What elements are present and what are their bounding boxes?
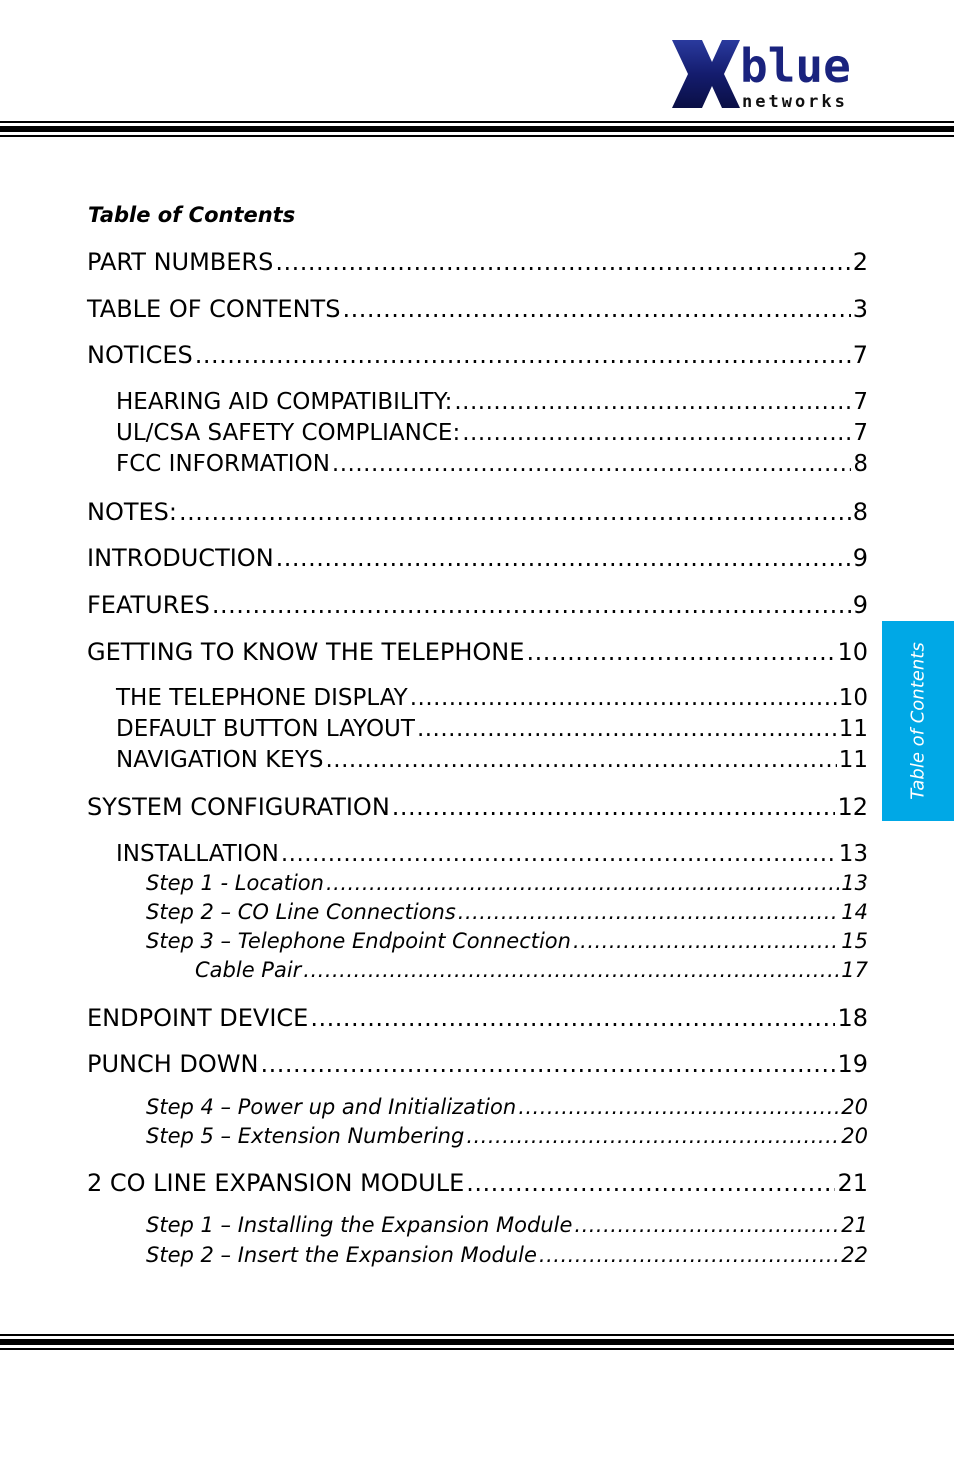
toc-entry-title: PART NUMBERS [87,248,274,276]
toc-leader [454,389,851,415]
toc-entry[interactable] [146,871,868,895]
toc-entry-title: Step 3 – Telephone Endpoint Connection [146,929,571,953]
toc-entry-page: 14 [841,900,868,924]
toc-entry[interactable] [116,389,868,415]
toc-entry[interactable] [146,929,868,953]
toc-entry-title: Cable Pair [195,958,302,982]
toc-entry-page: 11 [838,716,868,742]
toc-leader [392,793,836,821]
toc-entry[interactable] [87,544,868,572]
toc-leader [342,295,850,323]
toc-entry[interactable] [116,420,868,446]
toc-entry[interactable] [116,716,868,742]
toc-entry-page: 10 [837,638,868,666]
toc-entry[interactable] [146,1243,868,1267]
toc-entry-title: FCC INFORMATION [116,451,330,477]
toc-entry[interactable] [87,248,868,276]
toc-entry-page: 7 [853,420,868,446]
toc-entry[interactable] [87,498,868,526]
toc-entry-page: 8 [852,498,868,526]
toc-entry[interactable] [87,341,868,369]
toc-leader [466,1124,839,1148]
toc-entry-page: 21 [837,1169,868,1197]
logo-x-mark [672,40,740,108]
toc-entry[interactable] [87,793,868,821]
toc-leader [526,638,835,666]
toc-entry-title: Step 4 – Power up and Initialization [146,1095,517,1119]
toc-entry-title: 2 CO LINE EXPANSION MODULE [87,1169,465,1197]
toc-entry-page: 3 [852,295,868,323]
toc-leader [462,420,851,446]
logo-graphic [668,36,872,112]
toc-entry-page: 18 [837,1004,868,1032]
toc-entry-page: 22 [841,1243,868,1267]
toc-entry-page: 13 [838,841,868,867]
toc-entry-title: INSTALLATION [116,841,279,867]
toc-entry-title: GETTING TO KNOW THE TELEPHONE [87,638,525,666]
toc-entry-page: 15 [841,929,868,953]
toc-entry[interactable] [146,1213,868,1237]
toc-entry-title: ENDPOINT DEVICE [87,1004,309,1032]
toc-entry[interactable] [87,638,868,666]
toc-entry-title: Step 5 – Extension Numbering [146,1124,465,1148]
toc-entry-title: TABLE OF CONTENTS [87,295,341,323]
toc-entry-page: 21 [841,1213,868,1237]
toc-entry[interactable] [116,841,868,867]
toc-entry-page: 9 [852,544,868,572]
toc-leader [326,871,839,895]
toc-entry[interactable] [116,451,868,477]
toc-entry-title: Step 2 – CO Line Connections [146,900,456,924]
toc-heading: Table of Contents [88,203,296,227]
toc-leader [458,900,839,924]
toc-leader [179,498,851,526]
toc-leader [281,841,837,867]
toc-entry-title: NAVIGATION KEYS [116,747,324,773]
toc-leader [410,685,837,711]
logo-sub-text: networks [742,92,848,112]
toc-entry-page: 20 [841,1124,868,1148]
toc-entry[interactable] [146,1124,868,1148]
toc-leader [275,248,850,276]
toc-entry-page: 2 [852,248,868,276]
toc-entry[interactable] [87,295,868,323]
toc-entry-title: Step 2 – Insert the Expansion Module [146,1243,537,1267]
toc-entry[interactable] [87,591,868,619]
toc-entry[interactable] [116,747,868,773]
toc-entry-title: THE TELEPHONE DISPLAY [116,685,408,711]
toc-entry-page: 19 [837,1050,868,1078]
toc-entry-title: NOTICES [87,341,193,369]
toc-entry-page: 13 [841,871,868,895]
toc-entry-page: 17 [841,958,868,982]
toc-entry-title: INTRODUCTION [87,544,274,572]
toc-entry[interactable] [195,958,868,982]
toc-entry[interactable] [87,1004,868,1032]
toc-entry-page: 10 [838,685,868,711]
toc-entry[interactable] [87,1050,868,1078]
toc-entry-page: 8 [853,451,868,477]
toc-entry-page: 12 [837,793,868,821]
toc-entry-title: PUNCH DOWN [87,1050,259,1078]
toc-leader [573,929,839,953]
toc-entry-title: Step 1 – Installing the Expansion Module [146,1213,573,1237]
side-tab [882,621,954,821]
toc-entry[interactable] [146,900,868,924]
toc-leader [303,958,839,982]
toc-entry-title: UL/CSA SAFETY COMPLIANCE: [116,420,461,446]
toc-leader [325,747,836,773]
toc-entry-title: NOTES: [87,498,177,526]
toc-entry[interactable] [87,1169,868,1197]
toc-entry-page: 9 [852,591,868,619]
toc-leader [574,1213,839,1237]
toc-leader [539,1243,839,1267]
logo-main-text: blue [740,39,851,93]
toc-leader [212,591,851,619]
toc-entry-title: HEARING AID COMPATIBILITY: [116,389,453,415]
toc-leader [276,544,851,572]
toc-leader [332,451,851,477]
xblue-networks-logo [668,36,872,112]
toc-leader [518,1095,839,1119]
toc-entry-page: 7 [852,341,868,369]
toc-entry-page: 20 [841,1095,868,1119]
toc-entry-page: 11 [838,747,868,773]
toc-entry[interactable] [146,1095,868,1119]
toc-entry-title: DEFAULT BUTTON LAYOUT [116,716,415,742]
toc-entry-title: SYSTEM CONFIGURATION [87,793,390,821]
toc-leader [260,1050,835,1078]
toc-leader [417,716,837,742]
toc-entry-page: 7 [853,389,868,415]
toc-entry-title: FEATURES [87,591,210,619]
toc-leader [195,341,851,369]
toc-leader [310,1004,835,1032]
toc-entry[interactable] [116,685,868,711]
toc-entry-title: Step 1 - Location [146,871,324,895]
toc-leader [466,1169,835,1197]
side-tab-label: Table of Contents [907,642,929,800]
